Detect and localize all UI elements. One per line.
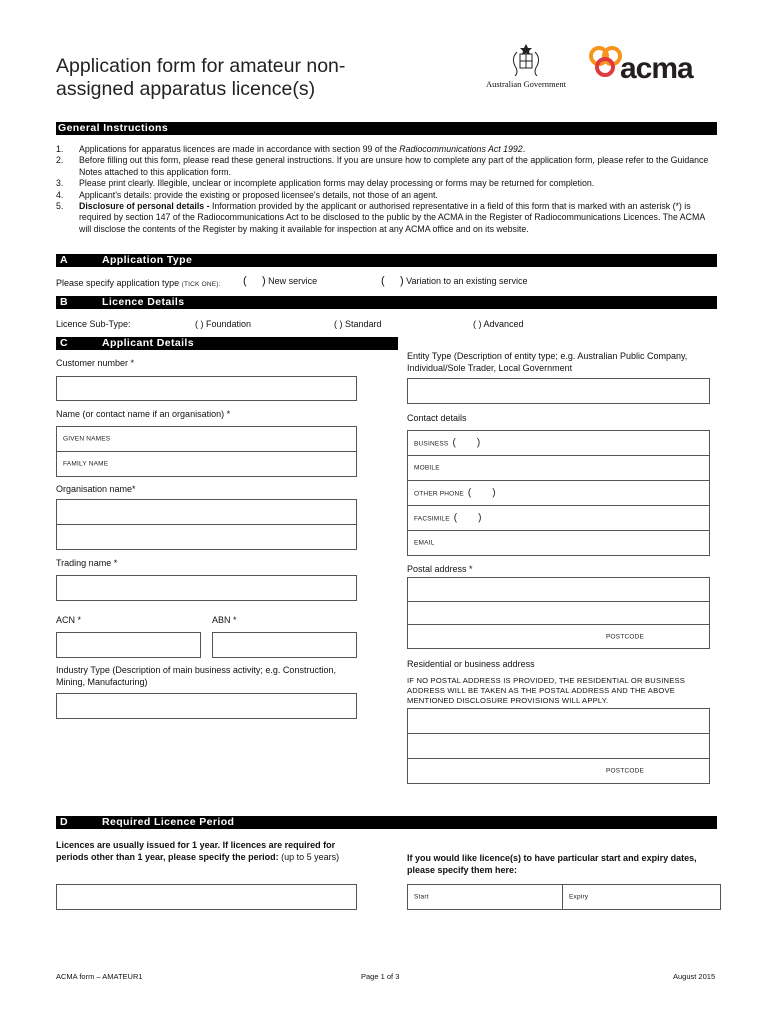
residential-note: IF NO POSTAL ADDRESS IS PROVIDED, THE RESIDENTIAL OR BUSINESS ADDRESS WILL BE TAKEN AS THE POSTAL ADDRESS AND THE ABOVE MENTIONED DISCLOSURE PROVISIONS WILL APPLY. <box>407 676 686 705</box>
other-phone-field[interactable] <box>408 480 709 505</box>
organisation-name-line-1[interactable] <box>57 500 356 524</box>
australian-government-logo <box>483 42 569 88</box>
field-caption: Expiry <box>569 893 589 901</box>
tick-one-note: (TICK ONE): <box>181 281 221 288</box>
email-field[interactable] <box>408 530 709 555</box>
residential-address-line-1[interactable] <box>408 709 709 733</box>
licence-period-instructions <box>56 840 346 863</box>
postal-address-fields <box>407 577 710 649</box>
section-d-header <box>56 816 717 829</box>
trading-name-label: Trading name * <box>56 558 118 568</box>
period-bold-text: Licences are usually issued for 1 year. If licences are required for periods other than 1 year, please specify the period: <box>56 840 336 862</box>
section-letter: B <box>60 296 68 308</box>
act-name: Radiocommunications Act 1992 <box>399 144 523 154</box>
acma-logo <box>586 42 718 86</box>
start-date-field[interactable] <box>408 885 563 909</box>
period-note: (up to 5 years) <box>278 851 340 862</box>
organisation-name-fields <box>56 499 357 550</box>
name-fields <box>56 426 357 477</box>
given-names-field[interactable] <box>57 427 356 451</box>
residential-address-fields <box>407 708 710 784</box>
list-item <box>56 201 716 235</box>
field-caption: MOBILE <box>414 464 440 472</box>
section-heading: Application Type <box>102 254 193 266</box>
prompt-text: Please specify application type <box>56 278 180 288</box>
section-c-header <box>56 337 398 350</box>
entity-type-label: Entity Type (Description of entity type; e.g. Australian Public Company, Individual/Sole Trader, Local Government <box>407 351 688 373</box>
gov-wordmark: Australian Government <box>485 79 567 89</box>
list-item <box>56 190 716 201</box>
name-label: Name (or contact name if an organisation) * <box>56 409 231 419</box>
general-instructions-header <box>56 122 717 135</box>
section-letter: A <box>60 254 68 266</box>
coat-of-arms-icon <box>483 42 569 76</box>
item-text: Applicant's details: provide the existing or proposed licensee's details, not those of an agent. <box>79 189 438 200</box>
abn-field[interactable] <box>212 632 357 658</box>
postal-postcode-field[interactable] <box>408 624 709 648</box>
postal-address-line-2[interactable] <box>408 601 709 625</box>
section-letter: C <box>60 337 68 349</box>
item-text: Please print clearly. Illegible, unclear or incomplete application forms may delay processing or forms may be returned for completion. <box>79 178 595 189</box>
postcode-caption: POSTCODE <box>606 633 645 641</box>
family-name-field[interactable] <box>57 451 356 476</box>
section-letter: D <box>60 816 68 828</box>
dates-instructions: If you would like licence(s) to have particular start and expiry dates, please specify them here: <box>407 853 697 875</box>
acn-field[interactable] <box>56 632 201 658</box>
postal-address-line-1[interactable] <box>408 578 709 601</box>
footer-date: August 2015 <box>673 972 716 981</box>
list-item <box>56 144 716 155</box>
item-text: Information provided by the applicant or authorised representative in a field of this form that is marked with an asterisk (*) is required by section 147 of the Radiocommunications Act to be disclosed to the public by the ACMA in the Register of Radiocommunications Licences. The ACMA will disclose the contents of the Register by making it available for inspection at any ACMA office and on its website. <box>79 201 705 234</box>
business-phone-field[interactable] <box>408 431 709 455</box>
dates-fields <box>407 884 721 910</box>
checkbox-bracket[interactable]: ( ) <box>381 275 404 287</box>
foundation-option[interactable]: ( ) Foundation <box>195 319 252 329</box>
field-caption: FACSIMILE ( ) <box>414 512 482 524</box>
licence-subtype-label: Licence Sub-Type: <box>56 319 131 329</box>
organisation-name-label: Organisation name* <box>56 484 136 494</box>
section-heading: Applicant Details <box>102 337 194 349</box>
field-caption: OTHER PHONE ( ) <box>414 487 496 499</box>
item-number: 3. <box>56 178 64 189</box>
field-caption: FAMILY NAME <box>63 460 109 468</box>
contact-fields <box>407 430 710 556</box>
postcode-caption: POSTCODE <box>606 767 645 775</box>
acn-label: ACN * <box>56 615 82 625</box>
page-title: Application form for amateur non-assigned apparatus licence(s) <box>56 55 346 100</box>
application-type-prompt <box>56 278 221 291</box>
item-bold: Disclosure of personal details - <box>79 201 212 212</box>
industry-type-label: Industry Type (Description of main business activity; e.g. Construction, Mining, Manufacturing) <box>56 665 336 687</box>
option-label: Variation to an existing service <box>406 276 528 286</box>
trading-name-field[interactable] <box>56 575 357 601</box>
field-caption: Start <box>414 893 429 901</box>
residential-address-line-2[interactable] <box>408 733 709 758</box>
advanced-option[interactable]: ( ) Advanced <box>473 319 524 329</box>
facsimile-field[interactable] <box>408 505 709 530</box>
footer-form-id: ACMA form – AMATEUR1 <box>56 972 143 981</box>
item-text: . <box>522 144 526 154</box>
item-number: 1. <box>56 144 64 154</box>
section-a-header <box>56 254 717 267</box>
section-heading: General Instructions <box>58 122 169 134</box>
residential-address-label: Residential or business address <box>407 659 535 669</box>
item-text: Applications for apparatus licences are made in accordance with section 99 of the <box>79 144 400 154</box>
section-heading: Required Licence Period <box>102 816 235 828</box>
footer-page-number: Page 1 of 3 <box>361 972 400 981</box>
option-label: New service <box>268 276 318 286</box>
new-service-option[interactable] <box>243 276 317 288</box>
mobile-field[interactable] <box>408 455 709 480</box>
list-item <box>56 155 716 178</box>
item-number: 5. <box>56 201 64 212</box>
customer-number-field[interactable] <box>56 376 357 401</box>
list-item <box>56 178 716 189</box>
abn-label: ABN * <box>212 615 237 625</box>
organisation-name-line-2[interactable] <box>57 524 356 549</box>
section-heading: Licence Details <box>102 296 185 308</box>
industry-type-field[interactable] <box>56 693 357 719</box>
field-caption: EMAIL <box>414 539 435 547</box>
checkbox-bracket[interactable]: ( ) <box>243 275 266 287</box>
expiry-date-field[interactable] <box>563 885 720 909</box>
variation-option[interactable] <box>381 276 528 288</box>
contact-details-label: Contact details <box>407 413 467 423</box>
instructions-list <box>56 144 716 235</box>
residential-postcode-field[interactable] <box>408 758 709 783</box>
entity-type-field[interactable] <box>407 378 710 404</box>
postal-address-label: Postal address * <box>407 564 473 574</box>
item-number: 4. <box>56 189 64 200</box>
item-text: Before filling out this form, please read these general instructions. If you are unsure how to complete any part of the application form, please refer to the Guidance Notes attached to this application form. <box>79 155 709 177</box>
section-b-header <box>56 296 717 309</box>
field-caption: GIVEN NAMES <box>63 435 111 443</box>
licence-period-field[interactable] <box>56 884 357 910</box>
acma-wordmark: acma <box>620 52 693 85</box>
customer-number-label: Customer number * <box>56 358 135 368</box>
item-number: 2. <box>56 155 64 166</box>
standard-option[interactable]: ( ) Standard <box>334 319 382 329</box>
field-caption: BUSINESS ( ) <box>414 437 481 449</box>
